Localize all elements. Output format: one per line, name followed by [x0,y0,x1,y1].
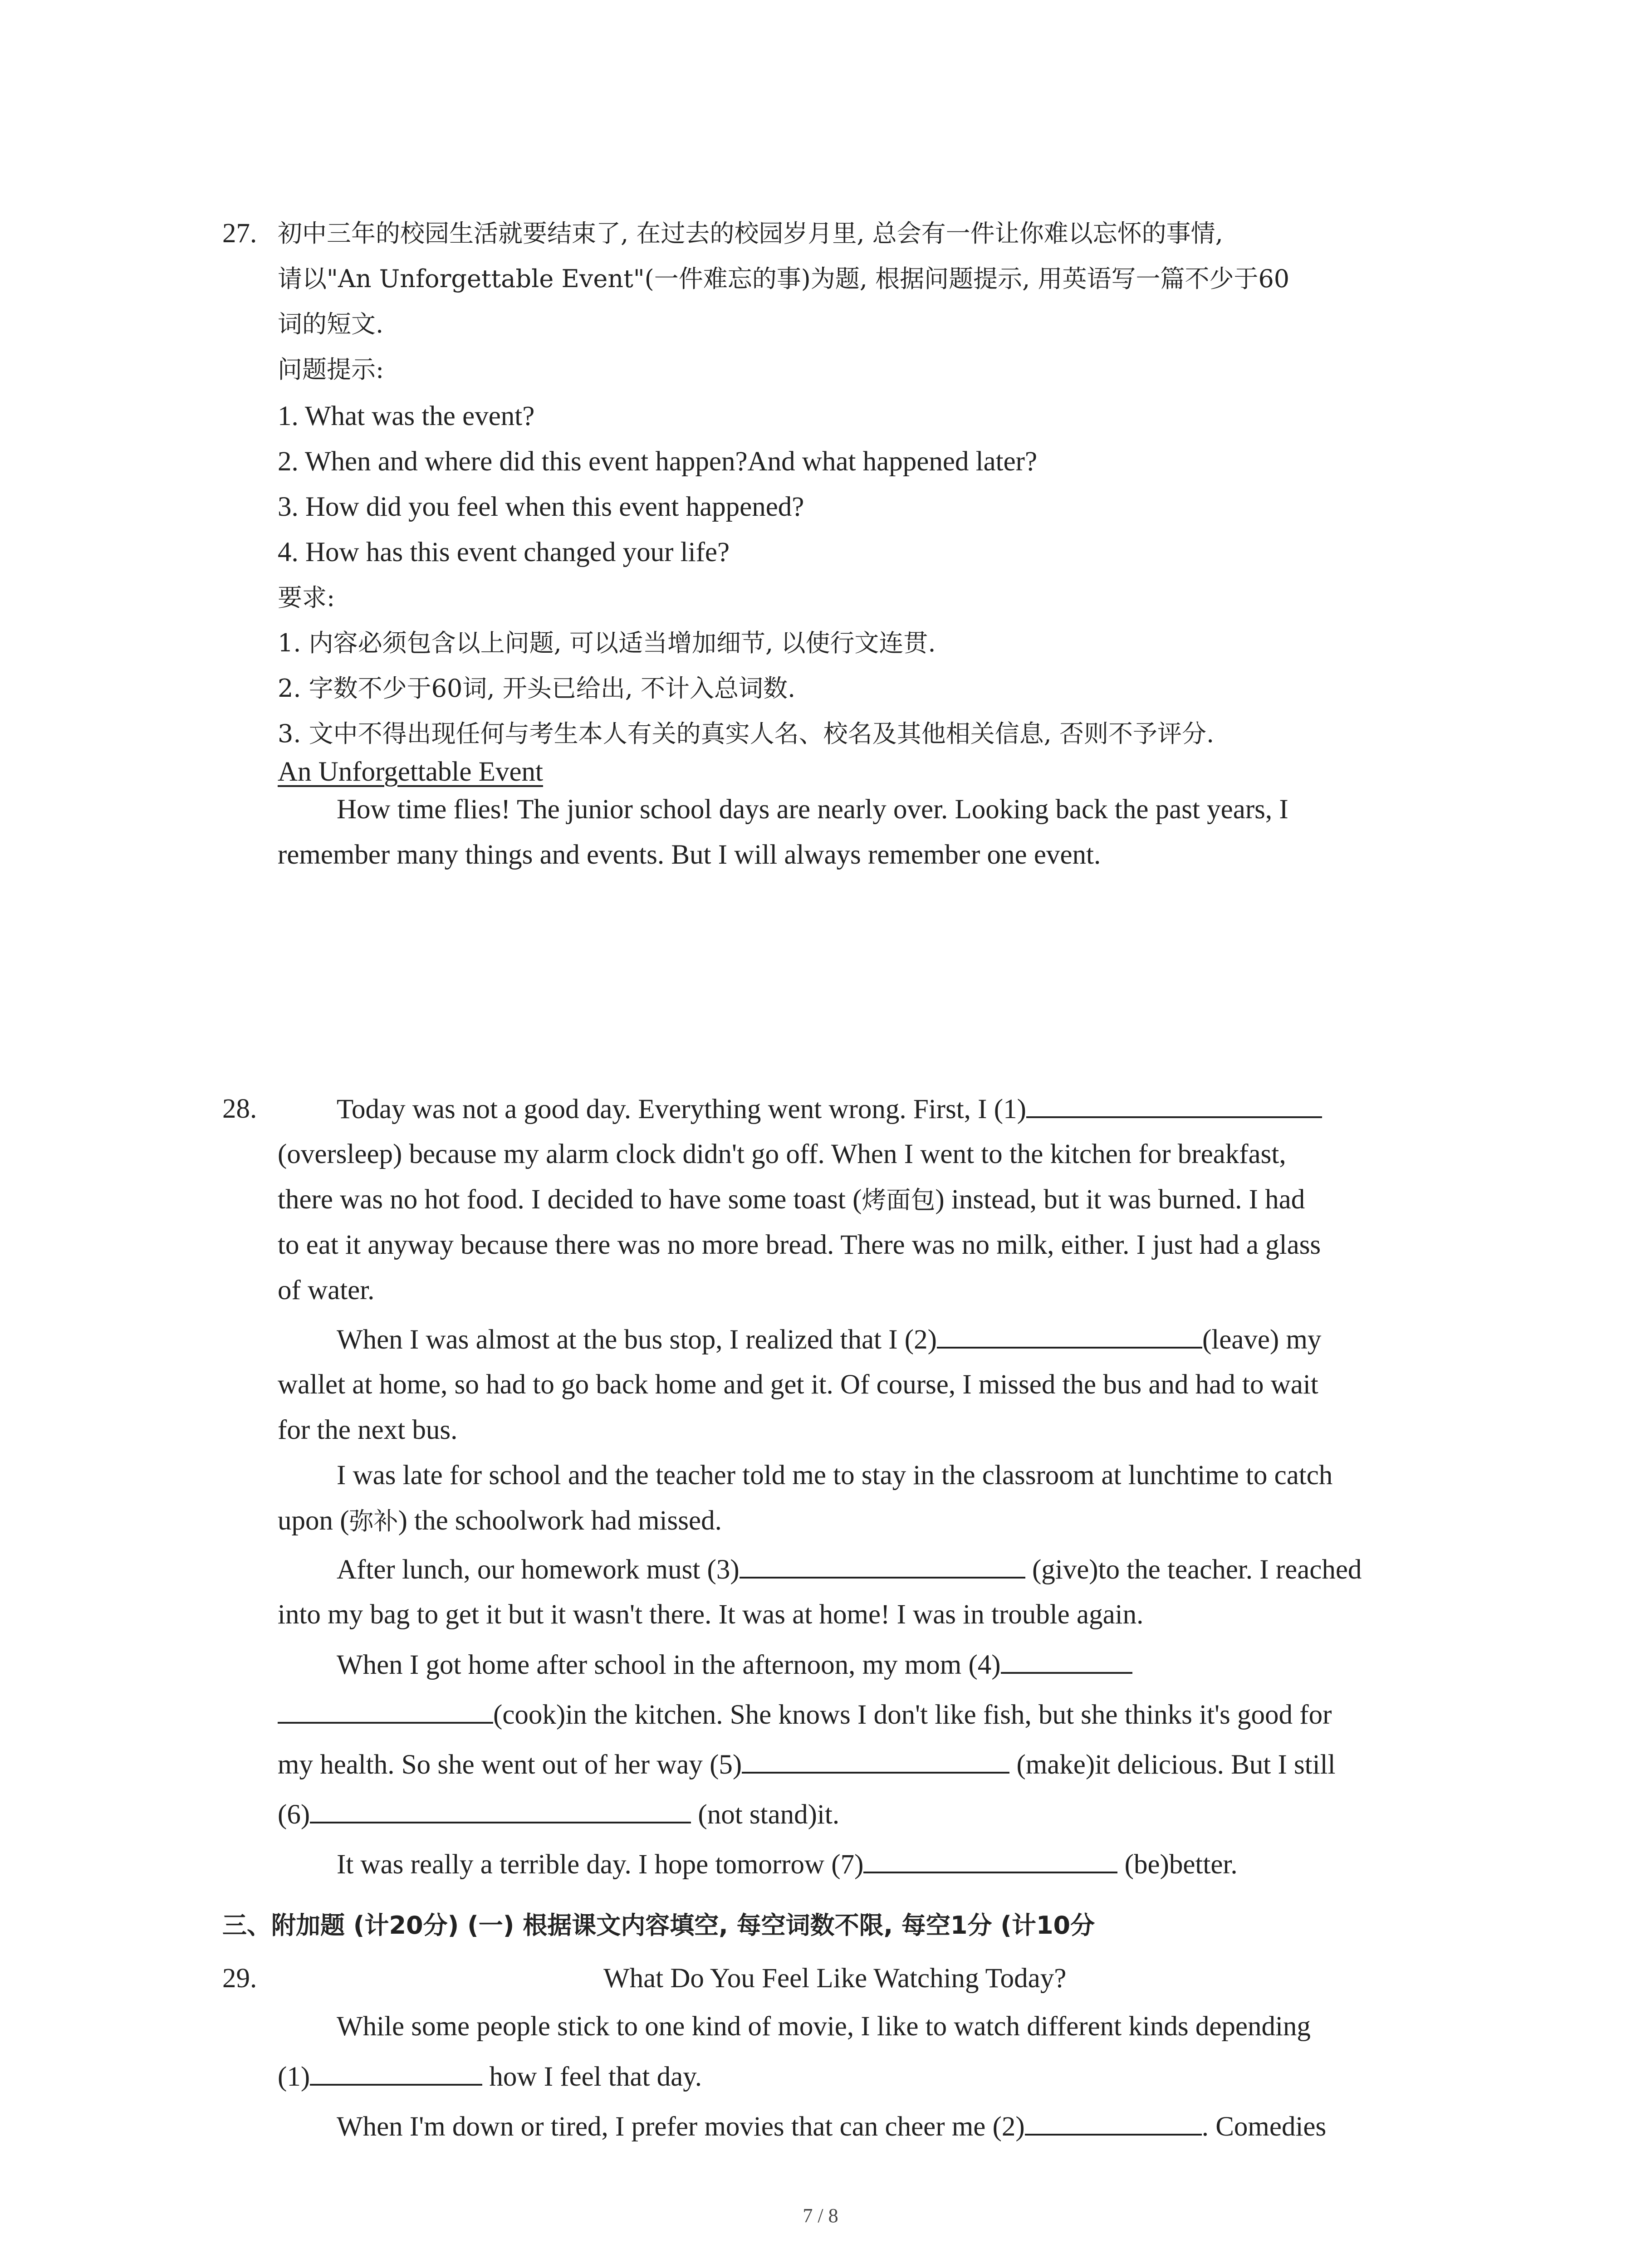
q27-number: 27. [222,218,257,249]
q27-hint-3: 3. How did you feel when this event happened? [278,492,804,522]
q27-requirements-title: 要求: [278,583,335,612]
section-3-heading: 三、附加题 (计20分) (一) 根据课文内容填空, 每空词数不限, 每空1分 (计10分 [222,1911,1095,1940]
q29-title: What Do You Feel Like Watching Today? [603,1963,1067,1994]
q28-para2-line3: for the next bus. [278,1415,458,1445]
q28-blank-4a[interactable] [1001,1647,1132,1674]
q28-blank-2[interactable] [937,1321,1202,1349]
q28-para5-line1: When I got home after school in the afternoon, my mom (4) [337,1647,1132,1683]
q27-opening-line-2: remember many things and events. But I will always remember one event. [278,840,1101,870]
q28-blank-6[interactable] [310,1796,691,1823]
q29-line1: While some people stick to one kind of movie, I like to watch different kinds depending [337,2011,1311,2042]
q28-blank-3[interactable] [740,1551,1025,1579]
q28-para6-line1: It was really a terrible day. I hope tomorrow (7) (be)better. [337,1846,1238,1883]
q27-hints-title: 问题提示: [278,355,384,384]
q29-blank-2[interactable] [1025,2108,1202,2136]
q27-prompt-line-3: 词的短文. [278,310,384,338]
q28-para2-line1: When I was almost at the bus stop, I realized that I (2) (leave) my [337,1321,1321,1358]
q27-hint-2: 2. When and where did this event happen?And what happened later? [278,446,1038,477]
q28-number: 28. [222,1094,257,1124]
q27-prompt-line-1: 初中三年的校园生活就要结束了, 在过去的校园岁月里, 总会有一件让你难以忘怀的事情, [278,219,1223,248]
q28-para5-line3: my health. So she went out of her way (5) (make)it delicious. But I still [278,1746,1336,1783]
q28-blank-5[interactable] [742,1746,1009,1774]
q27-requirement-1: 1. 内容必须包含以上问题, 可以适当增加细节, 以使行文连贯. [278,629,936,657]
q27-prompt-line-2: 请以"An Unforgettable Event"(一件难忘的事)为题, 根据问题提示, 用英语写一篇不少于60 [278,264,1290,293]
q29-line2: (1) how I feel that day. [278,2058,702,2095]
q28-para1-line3: there was no hot food. I decided to have some toast (烤面包) instead, but it was burned. I had [278,1184,1305,1215]
q28-para3-line2: upon (弥补) the schoolwork had missed. [278,1505,722,1536]
q28-para1-line4: to eat it anyway because there was no more bread. There was no milk, either. I just had a glass [278,1230,1321,1260]
q28-blank-1[interactable] [1026,1091,1322,1118]
q28-para2-line2: wallet at home, so had to go back home and get it. Of course, I missed the bus and had to wait [278,1369,1318,1400]
q27-opening-line-1: How time flies! The junior school days are nearly over. Looking back the past years, I [337,794,1288,825]
page-number: 7 / 8 [803,2204,838,2227]
q28-para3-line1: I was late for school and the teacher told me to stay in the classroom at lunchtime to catch [337,1460,1333,1491]
q27-essay-title: An Unforgettable Event [278,757,543,787]
q28-para1-line2: (oversleep) because my alarm clock didn't go off. When I went to the kitchen for breakfast, [278,1139,1286,1169]
q29-line3: When I'm down or tired, I prefer movies that can cheer me (2) . Comedies [337,2108,1326,2145]
q27-hint-4: 4. How has this event changed your life? [278,537,730,567]
q28-para1-line1: Today was not a good day. Everything went wrong. First, I (1) [337,1091,1322,1128]
q28-para1-line5: of water. [278,1275,375,1305]
q28-para4-line1: After lunch, our homework must (3) (give)to the teacher. I reached [337,1551,1362,1588]
q28-para5-line4: (6) (not stand)it. [278,1796,839,1833]
q27-hint-1: 1. What was the event? [278,401,535,431]
q28-blank-7[interactable] [863,1846,1117,1873]
q29-number: 29. [222,1963,257,1994]
q27-requirement-3: 3. 文中不得出现任何与考生本人有关的真实人名、校名及其他相关信息, 否则不予评分. [278,719,1215,748]
q28-para5-line2: (cook)in the kitchen. She knows I don't like fish, but she thinks it's good for [278,1696,1332,1733]
q29-blank-1[interactable] [310,2058,482,2086]
q28-para4-line2: into my bag to get it but it wasn't there. It was at home! I was in trouble again. [278,1599,1144,1630]
q27-requirement-2: 2. 字数不少于60词, 开头已给出, 不计入总词数. [278,674,796,703]
q28-blank-4b[interactable] [278,1696,493,1724]
